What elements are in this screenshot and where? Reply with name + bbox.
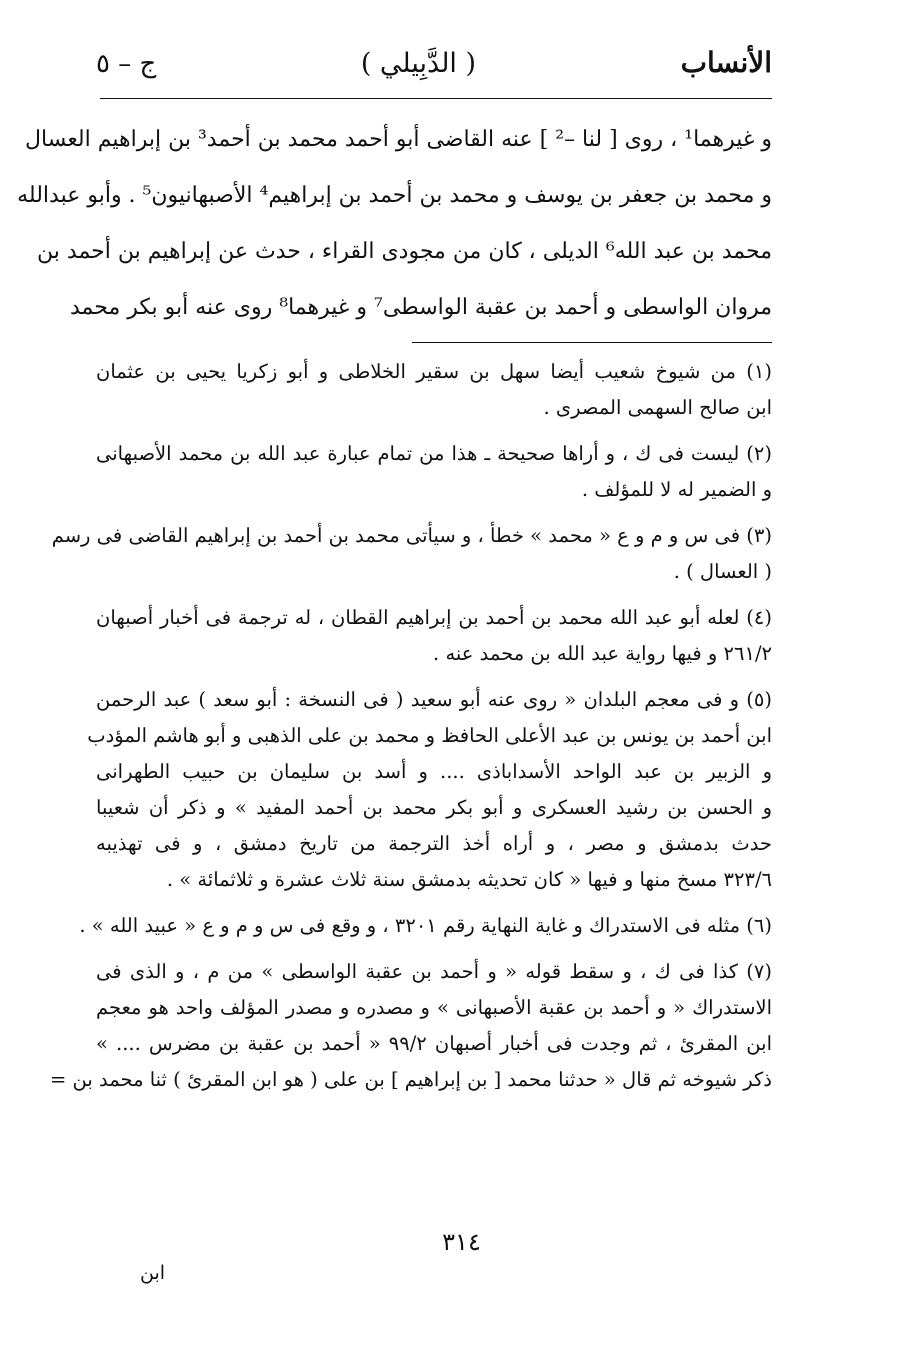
footnote-line: (٥) و فى معجم البلدان « روى عنه أبو سعيد ( فى النسخة : أبو سعد ) عبد الرحمن — [96, 688, 772, 711]
footnote-line: ابن المقرئ ، ثم وجدت فى أخبار أصبهان ٩٩/٢ « أحمد بن عقبة بن مضرس .... » — [96, 1032, 772, 1055]
header-rule — [100, 98, 772, 99]
footnote-line: (٢) ليست فى ك ، و أراها صحيحة ـ هذا من تمام عبارة عبد الله بن محمد الأصبهانى — [96, 442, 772, 465]
footnote-2 — [96, 436, 772, 508]
footnote-line: حدث بدمشق و مصر ، و أراه أخذ الترجمة من تاريخ دمشق ، و فى تهذيبه — [96, 832, 772, 855]
main-text — [17, 112, 772, 336]
footnote-line: ابن أحمد بن يونس بن عبد الأعلى الحافظ و محمد بن على الذهبى و أبو هاشم المؤدب — [87, 724, 772, 747]
page-number: ٣١٤ — [442, 1228, 481, 1256]
footnote-line: الاستدراك « و أحمد بن عقبة الأصبهانى » و مصدره و مصدر المؤلف واحد هو معجم — [96, 996, 772, 1019]
footnote-line: (٦) مثله فى الاستدراك و غاية النهاية رقم ٣٢٠١ ، و وقع فى س و م و ع « عبيد الله » . — [79, 914, 772, 937]
footnotes — [49, 354, 772, 1108]
footnote-line: و الزبير بن عبد الواحد الأسداباذى .... و أسد بن سليمان بن حبيب الطهرانى — [96, 760, 772, 783]
footnote-line: ٣٢٣/٦ مسخ منها و فيها « كان تحديثه بدمشق سنة ثلاث عشرة و ثلاثمائة » . — [166, 868, 772, 891]
main-line: محمد بن عبد الله⁶ الديلى ، كان من مجودى القراء ، حدث عن إبراهيم بن أحمد بن — [37, 239, 772, 264]
book-title: الأنساب — [680, 46, 772, 79]
footnote-5 — [87, 682, 772, 898]
footnote-line: (٧) كذا فى ك ، و سقط قوله « و أحمد بن عقبة الواسطى » من م ، و الذى فى — [96, 960, 772, 983]
footnote-3 — [51, 518, 772, 590]
footnote-line: ابن صالح السهمى المصرى . — [543, 396, 772, 419]
nisba-title: ( الدَّبِيلي ) — [360, 48, 477, 79]
catchword: ابن — [140, 1262, 166, 1284]
main-line: و غيرهما¹ ، روى [ لنا –² ] عنه القاضى أبو أحمد محمد بن أحمد³ بن إبراهيم العسال — [25, 127, 772, 152]
footnote-line: ذكر شيوخه ثم قال « حدثنا محمد [ بن إبراهيم ] بن على ( هو ابن المقرئ ) ثنا محمد بن = — [49, 1068, 772, 1091]
footnote-line: (١) من شيوخ شعيب أيضا سهل بن سقير الخلاطى و أبو زكريا يحيى بن عثمان — [96, 360, 772, 383]
footnote-line: ٢٦١/٢ و فيها رواية عبد الله بن محمد عنه . — [433, 642, 772, 665]
footnote-6 — [79, 908, 772, 944]
footnote-4 — [96, 600, 772, 672]
footnote-rule — [412, 342, 772, 343]
footnote-line: ( العسال ) . — [673, 560, 772, 583]
main-line: مروان الواسطى و أحمد بن عقبة الواسطى⁷ و غيرهما⁸ روى عنه أبو بكر محمد — [69, 295, 772, 320]
footnote-line: (٤) لعله أبو عبد الله محمد بن أحمد بن إبراهيم القطان ، له ترجمة فى أخبار أصبهان — [96, 606, 772, 629]
main-line: و محمد بن جعفر بن يوسف و محمد بن أحمد بن إبراهيم⁴ الأصبهانيون⁵ . وأبو عبدالله — [17, 183, 772, 208]
footnote-line: و الحسن بن رشيد العسكرى و أبو بكر محمد بن أحمد المفيد » و ذكر أن شعيبا — [96, 796, 772, 819]
footnote-line: و الضمير له لا للمؤلف . — [581, 478, 772, 501]
footnote-7 — [49, 954, 772, 1098]
footnote-line: (٣) فى س و م و ع « محمد » خطأ ، و سيأتى محمد بن أحمد بن إبراهيم القاضى فى رسم — [51, 524, 772, 547]
volume-label: ج – ٥ — [96, 49, 157, 79]
footnote-1 — [96, 354, 772, 426]
running-header — [96, 46, 772, 90]
